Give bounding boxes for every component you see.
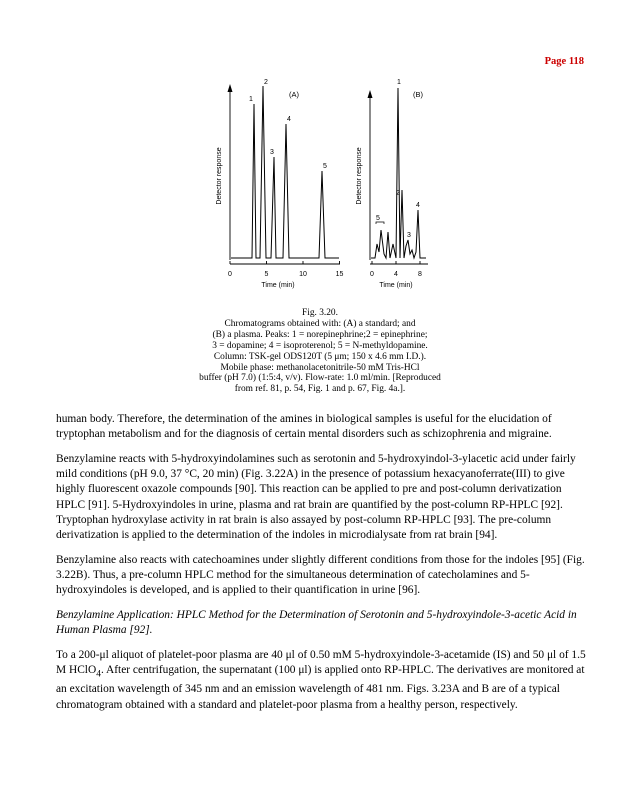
subscript: 4 [96, 669, 101, 680]
panel-b-y-arrow [368, 90, 373, 98]
panel-b [368, 88, 429, 264]
caption-line: (B) a plasma. Peaks: 1 = norepinephrine;2 = epinephrine; [212, 329, 428, 340]
caption-line: from ref. 81, p. 54, Fig. 1 and p. 67, Fig. 4a.]. [234, 384, 406, 395]
caption-line: Mobile phase: methanolacetonitrile-50 mM Tris-HCl [220, 362, 420, 373]
panel-b-y-axis-label: Detector response [356, 147, 363, 205]
panel-a-y-arrow [228, 84, 233, 92]
panel-a-tick-0: 0 [228, 271, 232, 278]
panel-a-peak-label-2: 2 [264, 79, 268, 86]
section-heading: Benzylamine Application: HPLC Method for the Determination of Serotonin and 5-hydroxyindole-3-acetic Acid in Human Plasma [92]. [56, 608, 577, 636]
panel-a-peak-label-1: 1 [249, 96, 253, 103]
panel-b-label: (B) [413, 90, 423, 99]
panel-b-x-axis-label: Time (min) [379, 282, 413, 289]
paragraph: Benzylamine also reacts with catechoamines under slightly different conditions from those for the indoles [95] (Fig. 3.22B). Thus, a pre-column HPLC method for the simultaneous determination of catecholamines and 5-hydroxyindoles is developed, and is applied to their quantification in urine [96]. [56, 553, 585, 597]
caption-line: Chromatograms obtained with: (A) a standard; and [224, 318, 416, 329]
panel-b-trace [371, 88, 426, 258]
panel-b-peak-label-1: 1 [397, 79, 401, 86]
panel-a-trace [231, 86, 339, 258]
caption-line: 3 = dopamine; 4 = isoproterenol; 5 = N-methyldopamine. [212, 340, 428, 351]
panel-a-label: (A) [289, 90, 299, 99]
panel-b-peak-label-4: 4 [416, 202, 420, 209]
body-text [56, 412, 592, 722]
panel-a-peak-label-5: 5 [323, 163, 327, 170]
page-number: Page 118 [544, 56, 584, 67]
paragraph: Benzylamine reacts with 5-hydroxyindolamines such as serotonin and 5-hydroxyindol-3-ylacetic acid under fairly mild conditions (pH 9.0, 37 °C, 20 min) (Fig. 3.22A) in the presence of potassium hexacyanoferrate(III) to give highly fluorescent oxazole compounds [90]. This reaction can be applied to pre and post-column derivatization HPLC [91]. 5-Hydroxyindoles in urine, plasma and rat brain are quantified by the post-column RP-HPLC [92]. Tryptophan hydroxylase activity in rat brain is also assayed by post-column RP-HPLC [93]. The pre-column derivatization is applied to the determination of the indoles in microdialysate from rat brain [94]. [56, 452, 576, 541]
panel-a-tick-5: 5 [264, 271, 269, 278]
panel-a-tick-10: 10 [299, 271, 307, 278]
paragraph [56, 648, 592, 713]
chromatogram-svg [198, 74, 438, 304]
caption-title: Fig. 3.20. [302, 308, 338, 318]
panel-b-peak-label-3: 3 [407, 232, 411, 239]
panel-b-peak-5-bracket [376, 222, 384, 224]
paragraph-part: To a 200-μl aliquot of platelet-poor plasma are 40 μl of 0.50 mM 5-hydroxyindole-3-acetamide (IS) and 50 μl of 1.5 M HClO [56, 648, 586, 676]
panel-b-tick-0: 0 [370, 271, 374, 278]
panel-a-x-ticks [230, 261, 340, 264]
paragraph: human body. Therefore, the determination of the amines in biological samples is useful for the elucidation of tryptophan metabolism and for the diagnosis of certain mental disorders such as schizophrenia and migraine. [56, 413, 552, 441]
caption-line: Column: TSK-gel ODS120T (5 μm; 150 x 4.6 mm I.D.). [213, 351, 427, 362]
panel-a-y-axis-label: Detector response [216, 147, 223, 205]
panel-a-peak-label-3: 3 [270, 149, 274, 156]
paragraph-part: . After centrifugation, the supernatant (100 μl) is applied onto RP-HPLC. The derivatives are monitored at an excitation wavelength of 345 nm and an emission wavelength of 481 nm. Figs. 3.23A and B are of a typical chromatogram obtained with a standard and platelet-poor plasma from a healthy person, respectively. [56, 663, 585, 711]
panel-a-x-axis-label: Time (min) [261, 282, 295, 289]
panel-a-tick-15: 15 [335, 271, 344, 278]
panel-b-peak-label-5: 5 [376, 215, 380, 222]
figure-caption [150, 308, 490, 395]
panel-b-x-ticks [372, 261, 420, 264]
panel-b-peak-label-2: 2 [396, 190, 400, 197]
panel-b-tick-4: 4 [394, 271, 398, 278]
caption-line: buffer (pH 7.0) (1:5:4, v/v). Flow-rate: 1.0 ml/min. [Reproduced [199, 373, 441, 384]
panel-b-tick-8: 8 [418, 271, 422, 278]
panel-a [228, 84, 341, 264]
chromatogram-figure [198, 74, 438, 304]
panel-a-peak-label-4: 4 [287, 116, 291, 123]
